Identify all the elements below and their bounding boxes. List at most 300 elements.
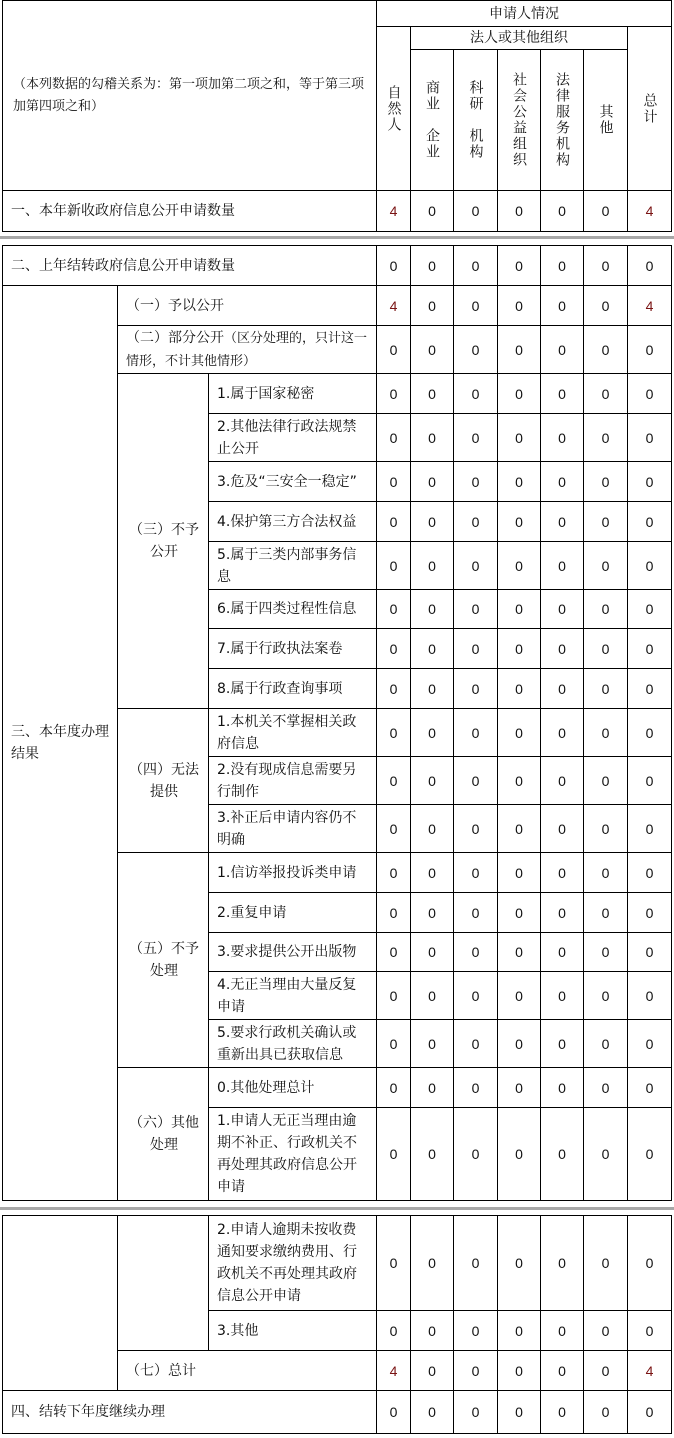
value: 0	[515, 944, 523, 960]
other-processing-continued-cell	[117, 1215, 209, 1351]
category-label: （六）其他处理	[129, 1115, 199, 1153]
value-cell	[627, 1215, 672, 1311]
value: 0	[471, 944, 480, 960]
value-cell	[453, 756, 498, 805]
row-label	[11, 255, 235, 277]
row-label-text: 2.其他法律行政法规禁止公开	[217, 418, 357, 457]
column-header	[540, 49, 584, 191]
row-label-cell	[208, 1067, 377, 1108]
value-cell	[540, 852, 584, 893]
value-cell	[497, 1390, 541, 1434]
value: 0	[428, 601, 436, 617]
value-cell	[497, 804, 541, 853]
value-cell	[627, 1350, 672, 1391]
value-cell	[583, 668, 628, 709]
value-cell	[627, 245, 672, 286]
row-label	[217, 1110, 370, 1198]
value-cell	[410, 1107, 454, 1201]
value-cell	[497, 373, 541, 414]
value-cell	[453, 501, 498, 542]
value: 0	[515, 680, 523, 697]
value: 0	[645, 864, 654, 881]
value: 0	[428, 429, 436, 446]
value-cell	[497, 1350, 541, 1391]
value: 0	[515, 820, 523, 837]
value: 0	[471, 297, 480, 314]
value-cell	[627, 668, 672, 709]
value-cell	[497, 413, 541, 462]
value: 0	[515, 1322, 523, 1339]
value: 0	[428, 772, 436, 789]
value: 0	[389, 640, 398, 657]
value: 4	[389, 203, 398, 219]
value: 0	[389, 864, 398, 881]
value: 0	[601, 1146, 610, 1162]
value: 0	[601, 724, 610, 741]
value: 0	[428, 724, 436, 741]
value: 0	[645, 904, 654, 921]
value: 0	[389, 987, 398, 1004]
value-cell	[540, 1350, 584, 1391]
row-label	[217, 974, 370, 1018]
value-cell	[376, 1215, 411, 1311]
value-cell	[497, 1310, 541, 1351]
value: 0	[515, 429, 523, 446]
value: 0	[428, 297, 436, 314]
row-label-cell	[208, 461, 377, 502]
row-label-cell	[208, 668, 377, 709]
value: 0	[515, 640, 523, 657]
value-cell	[627, 541, 672, 590]
value: 0	[558, 297, 566, 314]
row-label	[217, 598, 356, 620]
row-label-text: （二）部分公开	[126, 329, 224, 346]
value: 0	[558, 513, 566, 530]
row-label	[217, 807, 370, 851]
applicant-label: 申请人情况	[489, 5, 559, 22]
value: 0	[428, 1255, 436, 1271]
value: 0	[645, 1079, 654, 1096]
value: 4	[645, 203, 654, 219]
value: 0	[389, 1322, 398, 1339]
row-label-text: 四、结转下年度继续办理	[11, 1404, 165, 1420]
value: 0	[601, 1035, 610, 1052]
value-cell	[376, 1107, 411, 1201]
row-label-text: 5.属于三类内部事务信息	[217, 546, 357, 585]
value: 0	[428, 640, 436, 657]
row-label-text: 4.无正当理由大量反复申请	[217, 976, 357, 1015]
value-cell	[410, 373, 454, 414]
value-cell	[583, 1019, 628, 1068]
value-cell	[583, 852, 628, 893]
value-cell	[410, 971, 454, 1020]
value: 0	[601, 680, 610, 697]
value: 0	[601, 1404, 610, 1420]
value: 0	[558, 1362, 566, 1379]
value: 0	[471, 257, 480, 274]
row-label	[126, 1360, 196, 1382]
value-cell	[540, 413, 584, 462]
value: 0	[471, 680, 480, 697]
category-cell-unable	[117, 708, 209, 853]
value-cell	[497, 668, 541, 709]
value-cell	[410, 1067, 454, 1108]
row-label	[217, 678, 342, 700]
value-cell	[453, 1310, 498, 1351]
value: 0	[515, 724, 523, 741]
row-label	[217, 383, 314, 405]
value-cell	[453, 1215, 498, 1311]
value-cell	[376, 1350, 411, 1391]
value-cell	[376, 1390, 411, 1434]
value: 0	[645, 680, 654, 697]
row-label-text: 4.保护第三方合法权益	[217, 513, 357, 530]
value-cell	[410, 325, 454, 374]
value: 0	[558, 640, 566, 657]
value: 0	[428, 864, 436, 881]
value-cell	[583, 325, 628, 374]
value-cell	[453, 461, 498, 502]
row-label	[217, 471, 357, 493]
value-cell	[540, 373, 584, 414]
value-cell	[497, 190, 541, 232]
value: 0	[601, 257, 610, 274]
value-cell	[453, 804, 498, 853]
value: 0	[558, 1035, 566, 1052]
value-cell	[583, 892, 628, 933]
value: 0	[471, 772, 480, 789]
value: 0	[428, 1322, 436, 1339]
value: 0	[471, 1362, 480, 1379]
row-label	[217, 902, 286, 924]
value: 0	[601, 820, 610, 837]
value-cell	[540, 1390, 584, 1434]
row-label-text: （七）总计	[126, 1362, 196, 1379]
row-label-text: 2.没有现成信息需要另行制作	[217, 761, 357, 800]
value-cell	[540, 708, 584, 757]
value: 0	[471, 601, 480, 617]
row-label-cell	[208, 1107, 377, 1201]
row-label	[217, 1077, 314, 1099]
value-cell	[453, 1390, 498, 1434]
value-cell	[583, 1390, 628, 1434]
value: 4	[389, 297, 398, 314]
row-label	[126, 327, 370, 373]
value: 0	[389, 820, 398, 837]
value-cell	[376, 756, 411, 805]
value-cell	[376, 325, 411, 374]
value: 0	[428, 1404, 436, 1420]
row-label-text: 2.申请人逾期未按收费通知要求缴纳费用、行政机关不再处理其政府信息公开申请	[217, 1222, 357, 1304]
value: 0	[389, 257, 398, 274]
value: 0	[558, 864, 566, 881]
row-label-cell	[208, 501, 377, 542]
category-cell-other-processing	[117, 1067, 209, 1201]
value-cell	[627, 971, 672, 1020]
value: 0	[389, 944, 398, 960]
value-cell	[627, 461, 672, 502]
value-cell	[376, 245, 411, 286]
column-header	[376, 26, 411, 191]
value-cell	[627, 373, 672, 414]
value: 0	[645, 601, 654, 617]
value: 0	[515, 257, 523, 274]
value-cell	[627, 1390, 672, 1434]
value-cell	[540, 190, 584, 232]
value-cell	[376, 190, 411, 232]
value-cell	[540, 892, 584, 933]
value-cell	[583, 708, 628, 757]
value: 0	[428, 1362, 436, 1379]
value-cell	[497, 971, 541, 1020]
row-label-text: 3.要求提供公开出版物	[217, 944, 357, 960]
row-label-cell	[208, 708, 377, 757]
value-cell	[627, 325, 672, 374]
value-cell	[410, 285, 454, 326]
value-cell	[583, 971, 628, 1020]
value: 0	[389, 1255, 398, 1271]
value: 0	[471, 473, 480, 490]
row-label-text: 3.危及“三安全一稳定”	[217, 473, 357, 490]
value-cell	[540, 589, 584, 629]
value: 0	[515, 1255, 523, 1271]
column-header	[410, 49, 454, 191]
value-cell	[497, 541, 541, 590]
section3-label-cell	[2, 285, 118, 1201]
value-cell	[497, 501, 541, 542]
section3-continued-cell	[2, 1215, 118, 1391]
column-header-text: 总计	[641, 92, 658, 125]
value: 0	[558, 1322, 566, 1339]
value: 0	[389, 1404, 398, 1420]
value: 0	[515, 601, 523, 617]
value: 0	[471, 820, 480, 837]
value-cell	[453, 1350, 498, 1391]
value-cell	[540, 804, 584, 853]
value: 0	[428, 203, 436, 219]
value: 0	[428, 557, 436, 574]
row-label-cell	[208, 892, 377, 933]
value-cell	[376, 804, 411, 853]
column-header-text: 法律服务机构	[554, 72, 570, 168]
value-cell	[627, 756, 672, 805]
value-cell	[453, 932, 498, 972]
value: 0	[558, 557, 566, 574]
row-label	[217, 638, 342, 660]
value: 0	[645, 429, 654, 446]
row-label-cell	[208, 756, 377, 805]
value-cell	[540, 245, 584, 286]
value-cell	[583, 1350, 628, 1391]
row-label-cell	[117, 325, 377, 374]
value: 0	[428, 385, 436, 402]
value-cell	[497, 1107, 541, 1201]
row-label-cell	[2, 190, 377, 232]
value-cell	[453, 325, 498, 374]
value-cell	[410, 413, 454, 462]
column-header	[453, 49, 498, 191]
value: 0	[471, 429, 480, 446]
value-cell	[410, 852, 454, 893]
value: 0	[601, 203, 610, 219]
value: 0	[601, 341, 610, 358]
value-cell	[540, 1107, 584, 1201]
value-cell	[583, 461, 628, 502]
value-cell	[497, 892, 541, 933]
value: 0	[558, 473, 566, 490]
value-cell	[410, 892, 454, 933]
value-cell	[410, 461, 454, 502]
value-cell	[410, 932, 454, 972]
value: 0	[515, 473, 523, 490]
value-cell	[627, 1067, 672, 1108]
value-cell	[453, 413, 498, 462]
value-cell	[410, 1310, 454, 1351]
value-cell	[497, 245, 541, 286]
value: 0	[428, 987, 436, 1004]
value-cell	[583, 1215, 628, 1311]
value-cell	[497, 628, 541, 669]
value-cell	[410, 756, 454, 805]
value-cell	[627, 1019, 672, 1068]
column-header	[627, 26, 672, 191]
value-cell	[583, 756, 628, 805]
value: 0	[558, 987, 566, 1004]
row-label-text: 1.信访举报投诉类申请	[217, 864, 357, 881]
value-cell	[627, 190, 672, 232]
row-label	[126, 295, 224, 317]
row-label-cell	[208, 1019, 377, 1068]
value-cell	[453, 708, 498, 757]
value: 0	[558, 429, 566, 446]
value: 0	[645, 473, 654, 490]
value-cell	[540, 668, 584, 709]
value-cell	[583, 245, 628, 286]
row-label	[217, 1022, 370, 1066]
value: 0	[601, 1079, 610, 1096]
value-cell	[497, 285, 541, 326]
value: 4	[645, 1362, 654, 1379]
value-cell	[540, 541, 584, 590]
value-cell	[410, 1215, 454, 1311]
row-label-cell	[208, 413, 377, 462]
value: 0	[428, 513, 436, 530]
value: 0	[645, 1255, 654, 1271]
value: 0	[645, 944, 654, 960]
value-cell	[627, 501, 672, 542]
value: 0	[389, 724, 398, 741]
value-cell	[627, 413, 672, 462]
value-cell	[410, 541, 454, 590]
value: 0	[601, 772, 610, 789]
value: 0	[515, 1404, 523, 1420]
value-cell	[376, 971, 411, 1020]
value-cell	[376, 1019, 411, 1068]
value-cell	[540, 501, 584, 542]
value: 0	[558, 944, 566, 960]
value: 0	[645, 1322, 654, 1339]
value-cell	[453, 190, 498, 232]
value: 0	[471, 385, 480, 402]
value: 0	[601, 473, 610, 490]
value-cell	[376, 461, 411, 502]
category-label: （三）不予公开	[129, 522, 199, 560]
value-cell	[453, 589, 498, 629]
value-cell	[540, 1215, 584, 1311]
value: 0	[558, 1255, 566, 1271]
value-cell	[583, 285, 628, 326]
value: 0	[389, 1079, 398, 1096]
value: 0	[428, 257, 436, 274]
value: 0	[558, 820, 566, 837]
value: 0	[389, 680, 398, 697]
row-label	[217, 941, 356, 963]
value: 0	[601, 1322, 610, 1339]
value: 0	[428, 1146, 436, 1162]
column-header	[497, 49, 541, 191]
value: 0	[645, 820, 654, 837]
column-header-text: 科研 机构	[467, 80, 484, 160]
row-label-text: 1.本机关不掌握相关政府信息	[217, 713, 357, 752]
value-cell	[540, 285, 584, 326]
value-cell	[453, 285, 498, 326]
value: 0	[389, 601, 398, 617]
value-cell	[497, 1215, 541, 1311]
row-label	[217, 1219, 370, 1307]
value-cell	[497, 708, 541, 757]
row-label	[217, 1320, 258, 1342]
value-cell	[583, 541, 628, 590]
value-cell	[410, 708, 454, 757]
page-break-divider	[0, 1207, 674, 1210]
value: 0	[558, 1079, 566, 1096]
value-cell	[627, 804, 672, 853]
row-label-cell	[208, 852, 377, 893]
value: 0	[515, 772, 523, 789]
value-cell	[410, 668, 454, 709]
value: 0	[601, 864, 610, 881]
value-cell	[410, 628, 454, 669]
value-cell	[627, 852, 672, 893]
category-label: （四）无法提供	[129, 761, 199, 800]
value: 0	[601, 1255, 610, 1271]
category-label: （五）不予处理	[129, 941, 199, 979]
value-cell	[376, 1310, 411, 1351]
value-cell	[583, 373, 628, 414]
value: 0	[515, 1035, 523, 1052]
value: 0	[601, 601, 610, 617]
value: 0	[428, 904, 436, 921]
value: 0	[389, 473, 398, 490]
row-label-cell	[208, 932, 377, 972]
value: 0	[645, 385, 654, 402]
value-cell	[583, 589, 628, 629]
value: 0	[471, 1404, 480, 1420]
value: 0	[601, 987, 610, 1004]
row-label-text: 8.属于行政查询事项	[217, 680, 343, 697]
value: 0	[389, 341, 398, 358]
row-label	[217, 711, 370, 755]
column-header-text: 商业 企业	[424, 80, 440, 160]
value: 0	[471, 1322, 480, 1339]
value: 0	[515, 1146, 523, 1162]
value-cell	[540, 461, 584, 502]
value: 0	[389, 513, 398, 530]
value-cell	[583, 804, 628, 853]
value: 0	[558, 1404, 566, 1420]
value-cell	[376, 373, 411, 414]
column-header	[583, 49, 628, 191]
